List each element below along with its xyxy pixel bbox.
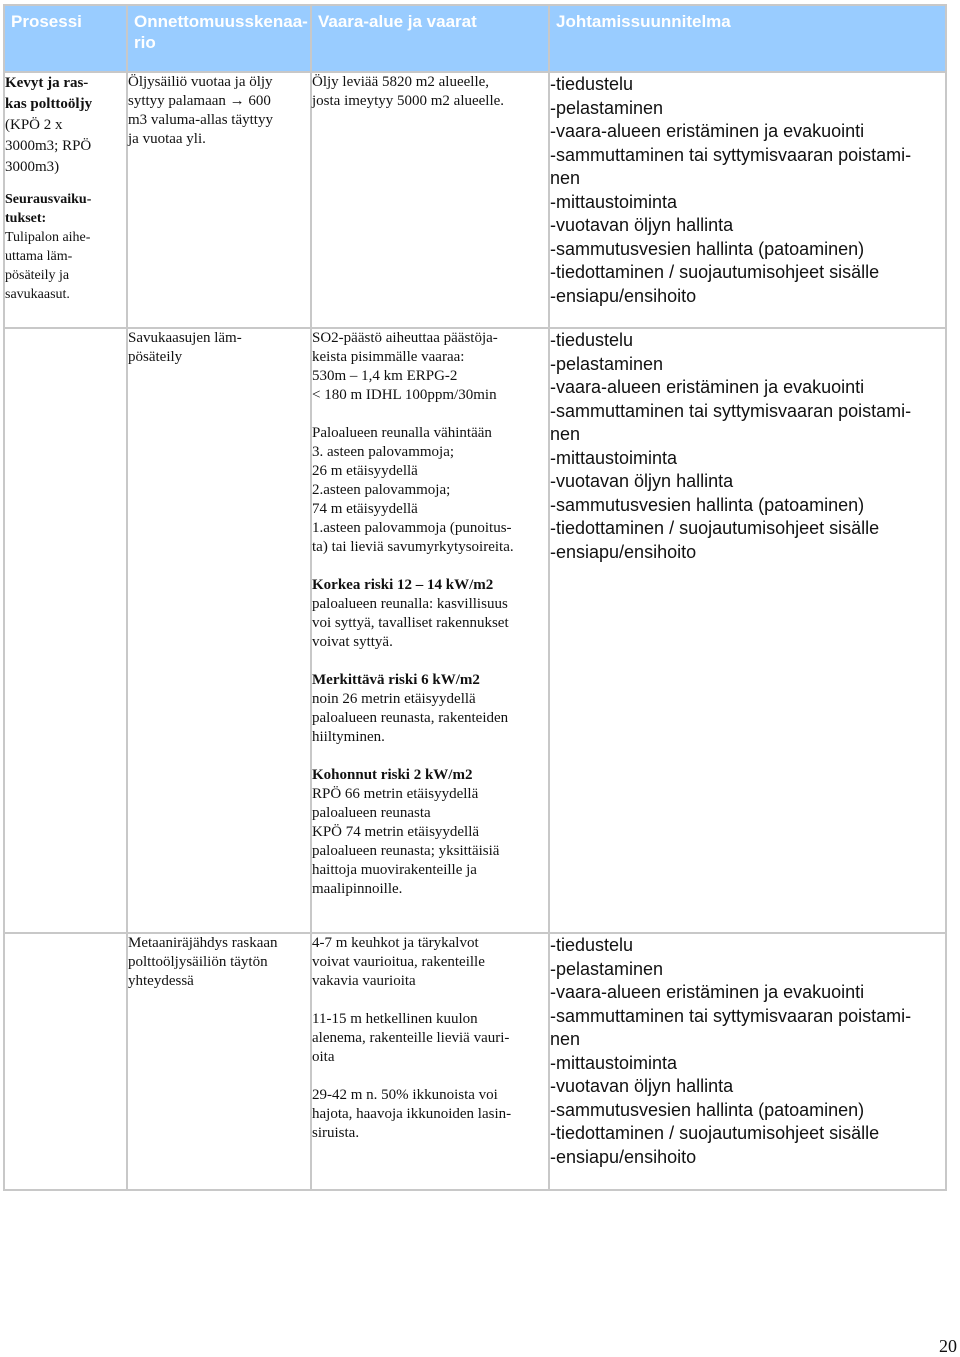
page-number: 20 bbox=[939, 1336, 957, 1356]
plan-item: -sammutusvesien hallinta (patoaminen) bbox=[550, 1099, 865, 1120]
hazard-line: keista pisimmälle vaaraa: bbox=[312, 349, 465, 365]
hazard-line: 3. asteen palovammoja; bbox=[312, 444, 455, 460]
plan-cell bbox=[549, 72, 946, 328]
process-detail-line: (KPÖ 2 x bbox=[5, 117, 63, 133]
hazard-line: oita bbox=[312, 1049, 335, 1065]
plan-item: nen bbox=[550, 1029, 581, 1049]
plan-item: -vuotavan öljyn hallinta bbox=[550, 471, 734, 491]
scenario-line: Savukaasujen läm- bbox=[128, 330, 242, 346]
hazard-line: < 180 m IDHL 100ppm/30min bbox=[312, 387, 497, 403]
plan-item: -sammutusvesien hallinta (patoaminen) bbox=[550, 494, 865, 515]
plan-item: -pelastaminen bbox=[550, 97, 664, 118]
hazard-line: Öljy leviää 5820 m2 alueelle, bbox=[312, 74, 490, 90]
plan-cell bbox=[549, 933, 946, 1190]
plan-item: -vaara-alueen eristäminen ja evakuointi bbox=[550, 121, 865, 141]
scenario-line: polttoöljysäiliön täytön bbox=[128, 954, 268, 970]
table-row bbox=[4, 933, 946, 1190]
scenario-line: m3 valuma-allas täyttyy bbox=[128, 112, 273, 128]
consequences-label: Seurausvaiku- bbox=[5, 192, 92, 207]
hazard-block bbox=[312, 671, 548, 747]
consequences-label: tukset: bbox=[5, 211, 47, 226]
plan-item: -sammuttaminen tai syttymisvaaran poistami- bbox=[550, 144, 912, 165]
table-row bbox=[4, 72, 946, 328]
scenario-cell bbox=[127, 328, 311, 933]
plan-item: -vuotavan öljyn hallinta bbox=[550, 215, 734, 235]
process-title-line: kas polttoöljy bbox=[5, 96, 93, 112]
hazard-line: 530m – 1,4 km ERPG-2 bbox=[312, 368, 458, 384]
hazard-line: vakavia vaurioita bbox=[312, 973, 416, 989]
consequences-line: savukaasut. bbox=[5, 287, 70, 302]
scenario-line: pösäteily bbox=[128, 349, 183, 365]
plan-item: -vaara-alueen eristäminen ja evakuointi bbox=[550, 377, 865, 397]
hazard-block bbox=[312, 424, 548, 557]
hazard-line: voivat syttyä. bbox=[312, 634, 393, 650]
plan-item: -ensiapu/ensihoito bbox=[550, 285, 697, 306]
hazard-line: paloalueen reunasta, rakenteiden bbox=[312, 710, 509, 726]
hazard-line: paloalueen reunalla: kasvillisuus bbox=[312, 596, 508, 612]
hazard-cell bbox=[311, 72, 549, 328]
hazard-cell bbox=[311, 933, 549, 1190]
plan-item: -tiedottaminen / suojautumisohjeet sisälle bbox=[550, 518, 880, 538]
plan-item: -ensiapu/ensihoito bbox=[550, 541, 697, 562]
hazard-line: 29-42 m n. 50% ikkunoista voi bbox=[312, 1087, 498, 1103]
plan-item: -mittaustoiminta bbox=[550, 1052, 678, 1073]
header-scenario: Onnettomuusskenaa- rio bbox=[127, 5, 311, 72]
hazard-line: josta imeytyy 5000 m2 alueelle. bbox=[312, 93, 505, 109]
hazard-line: haittoja muovirakenteille ja bbox=[312, 862, 477, 878]
process-cell bbox=[4, 933, 127, 1190]
hazard-table bbox=[3, 4, 947, 1191]
process-detail-line: 3000m3; RPÖ bbox=[5, 138, 92, 154]
table-row bbox=[4, 328, 946, 933]
header-process: Prosessi bbox=[4, 5, 127, 72]
plan-item: -tiedustelu bbox=[550, 74, 634, 94]
plan-item: -mittaustoiminta bbox=[550, 191, 678, 212]
hazard-line: SO2-päästö aiheuttaa päästöja- bbox=[312, 330, 498, 346]
scenario-line: syttyy palamaan → 600 bbox=[128, 93, 271, 109]
hazard-line: noin 26 metrin etäisyydellä bbox=[312, 691, 476, 707]
hazard-line: siruista. bbox=[312, 1125, 360, 1141]
plan-item: -sammutusvesien hallinta (patoaminen) bbox=[550, 238, 865, 259]
plan-item: -sammuttaminen tai syttymisvaaran poistami- bbox=[550, 400, 912, 421]
risk-heading: Merkittävä riski 6 kW/m2 bbox=[312, 672, 480, 688]
plan-item: -tiedottaminen / suojautumisohjeet sisälle bbox=[550, 262, 880, 282]
hazard-line: Paloalueen reunalla vähintään bbox=[312, 425, 492, 441]
risk-heading: Korkea riski 12 – 14 kW/m2 bbox=[312, 577, 494, 593]
scenario-cell bbox=[127, 933, 311, 1190]
plan-item: -tiedustelu bbox=[550, 935, 634, 955]
consequences-line: uttama läm- bbox=[5, 249, 73, 264]
hazard-block bbox=[312, 934, 548, 991]
process-title-line: Kevyt ja ras- bbox=[5, 75, 89, 91]
hazard-line: hajota, haavoja ikkunoiden lasin- bbox=[312, 1106, 512, 1122]
header-row bbox=[4, 5, 946, 72]
hazard-line: 2.asteen palovammoja; bbox=[312, 482, 451, 498]
header-plan: Johtamissuunnitelma bbox=[549, 5, 946, 72]
hazard-line: 1.asteen palovammoja (punoitus- bbox=[312, 520, 512, 536]
scenario-line: yhteydessä bbox=[128, 973, 194, 989]
scenario-line: ja vuotaa yli. bbox=[128, 131, 206, 147]
header-hazard: Vaara-alue ja vaarat bbox=[311, 5, 549, 72]
hazard-line: hiiltyminen. bbox=[312, 729, 385, 745]
plan-cell bbox=[549, 328, 946, 933]
hazard-line: 26 m etäisyydellä bbox=[312, 463, 418, 479]
hazard-line: paloalueen reunasta; yksittäisiä bbox=[312, 843, 500, 859]
process-detail-line: 3000m3) bbox=[5, 159, 60, 175]
hazard-cell bbox=[311, 328, 549, 933]
scenario-line: Öljysäiliö vuotaa ja öljy bbox=[128, 74, 273, 90]
scenario-cell bbox=[127, 72, 311, 328]
plan-item: nen bbox=[550, 424, 581, 444]
hazard-line: KPÖ 74 metrin etäisyydellä bbox=[312, 824, 480, 840]
hazard-block bbox=[312, 329, 548, 405]
hazard-line: voivat vaurioitua, rakenteille bbox=[312, 954, 485, 970]
hazard-line: paloalueen reunasta bbox=[312, 805, 431, 821]
plan-item: -ensiapu/ensihoito bbox=[550, 1146, 697, 1167]
hazard-line: 74 m etäisyydellä bbox=[312, 501, 418, 517]
hazard-block bbox=[312, 576, 548, 652]
process-cell bbox=[4, 328, 127, 933]
plan-item: -pelastaminen bbox=[550, 353, 664, 374]
hazard-line: alenema, rakenteille lieviä vauri- bbox=[312, 1030, 510, 1046]
risk-heading: Kohonnut riski 2 kW/m2 bbox=[312, 767, 473, 783]
plan-item: -tiedottaminen / suojautumisohjeet sisälle bbox=[550, 1123, 880, 1143]
consequences-line: Tulipalon aihe- bbox=[5, 230, 91, 245]
plan-item: -vaara-alueen eristäminen ja evakuointi bbox=[550, 982, 865, 1002]
plan-item: -tiedustelu bbox=[550, 330, 634, 350]
plan-item: -mittaustoiminta bbox=[550, 447, 678, 468]
plan-item: -sammuttaminen tai syttymisvaaran poistami- bbox=[550, 1005, 912, 1026]
consequences-line: pösäteily ja bbox=[5, 268, 70, 283]
hazard-line: ta) tai lieviä savumyrkytysoireita. bbox=[312, 539, 514, 555]
hazard-line: voi syttyä, tavalliset rakennukset bbox=[312, 615, 509, 631]
hazard-block bbox=[312, 1086, 548, 1143]
scenario-line: Metaaniräjähdys raskaan bbox=[128, 935, 278, 951]
hazard-line: 4-7 m keuhkot ja tärykalvot bbox=[312, 935, 479, 951]
hazard-line: maalipinnoille. bbox=[312, 881, 403, 897]
hazard-block bbox=[312, 766, 548, 899]
hazard-line: RPÖ 66 metrin etäisyydellä bbox=[312, 786, 479, 802]
process-cell bbox=[4, 72, 127, 328]
plan-item: -vuotavan öljyn hallinta bbox=[550, 1076, 734, 1096]
hazard-block bbox=[312, 1010, 548, 1067]
hazard-line: 11-15 m hetkellinen kuulon bbox=[312, 1011, 478, 1027]
plan-item: nen bbox=[550, 168, 581, 188]
plan-item: -pelastaminen bbox=[550, 958, 664, 979]
